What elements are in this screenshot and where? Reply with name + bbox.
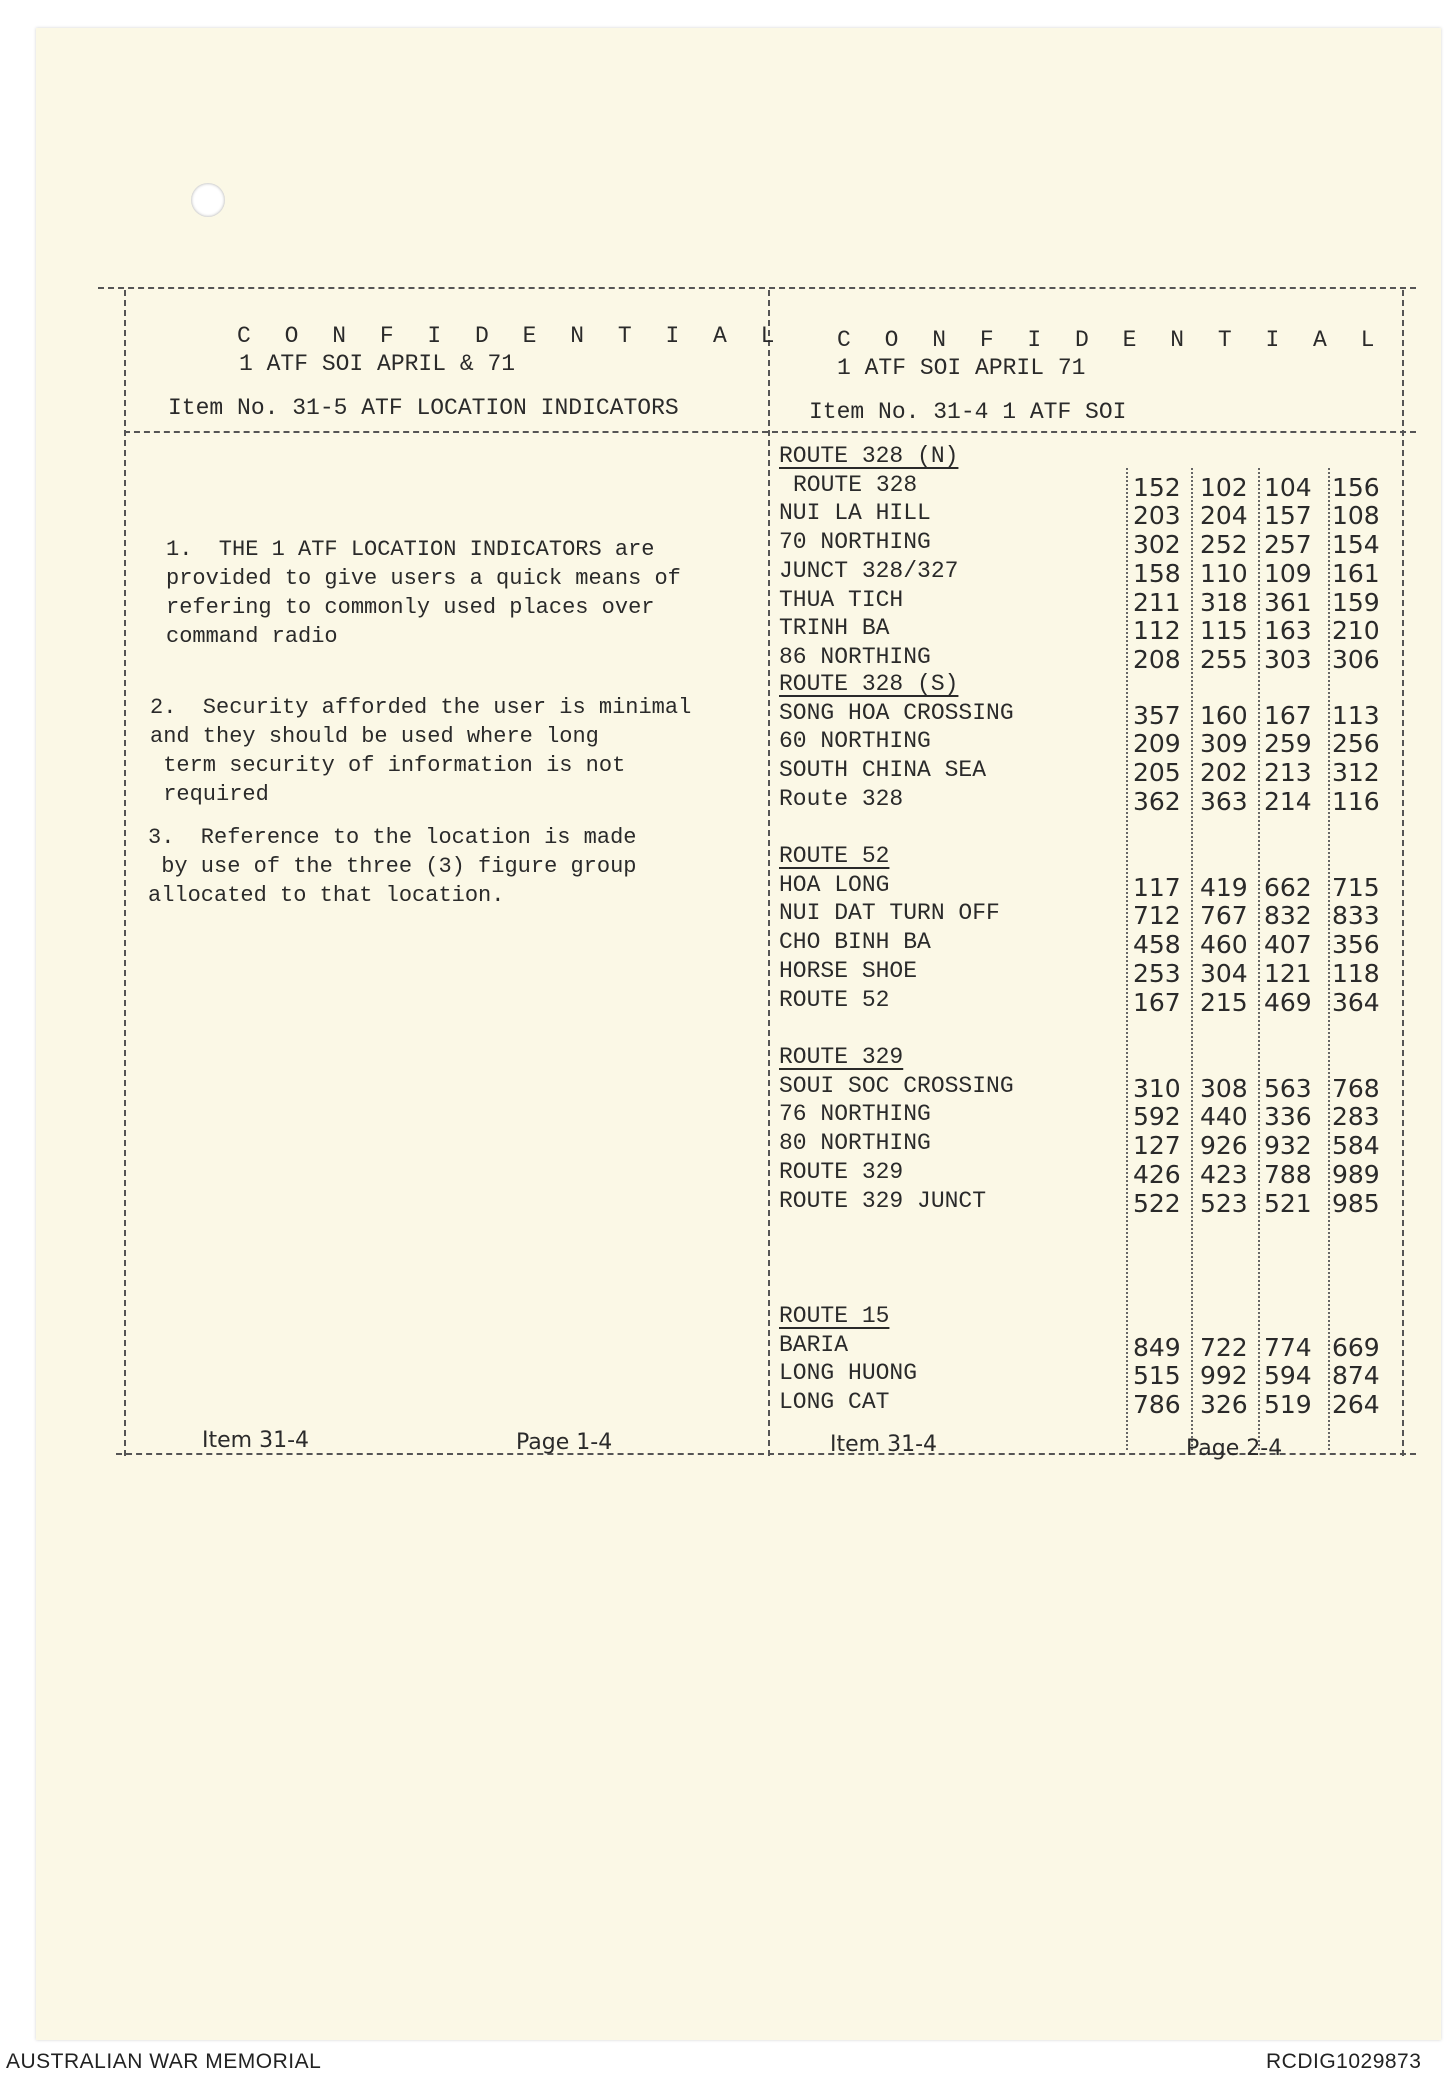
route-section-heading: ROUTE 328 (S) — [779, 671, 959, 697]
location-code: 423 — [1200, 1159, 1248, 1189]
paragraph-1: 1. THE 1 ATF LOCATION INDICATORS are provided to give users a quick means of refering to commonly used places over command radio — [166, 537, 681, 649]
location-code: 336 — [1264, 1102, 1312, 1132]
left-footer-page: Page 1-4 — [516, 1430, 613, 1455]
location-code: 253 — [1133, 958, 1181, 988]
code-column-line — [1191, 468, 1193, 1450]
location-code: 832 — [1264, 901, 1312, 931]
route-section-heading: ROUTE 328 (N) — [779, 443, 959, 469]
location-code: 121 — [1264, 958, 1312, 988]
location-code: 469 — [1264, 987, 1312, 1017]
location-code: 363 — [1200, 786, 1248, 816]
archive-institution: AUSTRALIAN WAR MEMORIAL — [6, 2050, 322, 2073]
location-code: 312 — [1332, 758, 1380, 788]
location-name: HOA LONG — [779, 871, 890, 898]
location-code: 357 — [1133, 700, 1181, 730]
location-code: 989 — [1332, 1159, 1380, 1189]
location-code: 116 — [1332, 786, 1380, 816]
location-code: 205 — [1133, 758, 1181, 788]
location-name: HORSE SHOE — [779, 957, 918, 984]
left-item-title: Item No. 31-5 ATF LOCATION INDICATORS — [168, 395, 679, 421]
location-code: 163 — [1264, 616, 1312, 646]
location-code: 213 — [1264, 758, 1312, 788]
location-code: 715 — [1332, 872, 1380, 902]
location-code: 208 — [1133, 644, 1181, 674]
location-code: 156 — [1332, 472, 1380, 502]
location-code: 211 — [1133, 587, 1181, 617]
location-code: 521 — [1264, 1188, 1312, 1218]
location-code: 440 — [1200, 1102, 1248, 1132]
location-code: 985 — [1332, 1188, 1380, 1218]
location-name: SOUI SOC CROSSING — [779, 1072, 1014, 1099]
location-code: 833 — [1332, 901, 1380, 931]
header-divider-line — [124, 431, 1416, 433]
archive-reference: RCDIG1029873 — [1266, 2050, 1422, 2073]
location-code: 592 — [1133, 1102, 1181, 1132]
location-code: 926 — [1200, 1131, 1248, 1161]
location-code: 932 — [1264, 1131, 1312, 1161]
location-code: 110 — [1200, 558, 1248, 588]
location-code: 255 — [1200, 644, 1248, 674]
location-code: 519 — [1264, 1390, 1312, 1420]
location-code: 308 — [1200, 1073, 1248, 1103]
frame-right-line — [1402, 290, 1404, 1456]
location-code: 158 — [1133, 558, 1181, 588]
left-classification: C O N F I D E N T I A L — [237, 323, 785, 349]
location-code: 361 — [1264, 587, 1312, 617]
location-code: 304 — [1200, 958, 1248, 988]
location-name: LONG CAT — [779, 1389, 890, 1416]
location-name: SONG HOA CROSSING — [779, 699, 1014, 726]
location-code: 419 — [1200, 872, 1248, 902]
location-code: 160 — [1200, 700, 1248, 730]
location-code: 522 — [1133, 1188, 1181, 1218]
right-classification: C O N F I D E N T I A L — [837, 327, 1385, 353]
location-code: 306 — [1332, 644, 1380, 674]
location-code: 264 — [1332, 1390, 1380, 1420]
location-code: 303 — [1264, 644, 1312, 674]
location-name: NUI DAT TURN OFF — [779, 900, 1000, 927]
location-code: 849 — [1133, 1332, 1181, 1362]
frame-left-line — [124, 290, 126, 1456]
right-footer-item: Item 31-4 — [830, 1432, 938, 1457]
location-code: 115 — [1200, 616, 1248, 646]
location-code: 214 — [1264, 786, 1312, 816]
location-code: 523 — [1200, 1188, 1248, 1218]
location-code: 157 — [1264, 501, 1312, 531]
center-divider-line — [768, 290, 770, 1456]
route-section-heading: ROUTE 15 — [779, 1303, 890, 1329]
location-code: 209 — [1133, 729, 1181, 759]
location-code: 786 — [1133, 1390, 1181, 1420]
location-name: 60 NORTHING — [779, 728, 931, 755]
location-code: 774 — [1264, 1332, 1312, 1362]
right-footer-page: Page 2-4 — [1186, 1436, 1283, 1461]
location-code: 127 — [1133, 1131, 1181, 1161]
punch-hole — [191, 183, 225, 217]
location-code: 259 — [1264, 729, 1312, 759]
location-name: 76 NORTHING — [779, 1101, 931, 1128]
location-name: 70 NORTHING — [779, 529, 931, 556]
location-name: ROUTE 329 — [779, 1158, 904, 1185]
location-code: 584 — [1332, 1131, 1380, 1161]
left-footer-item: Item 31-4 — [202, 1428, 310, 1453]
location-code: 256 — [1332, 729, 1380, 759]
location-code: 563 — [1264, 1073, 1312, 1103]
location-code: 118 — [1332, 958, 1380, 988]
location-code: 788 — [1264, 1159, 1312, 1189]
location-name: THUA TICH — [779, 586, 904, 613]
right-item-title: Item No. 31-4 1 ATF SOI — [809, 399, 1127, 425]
location-name: LONG HUONG — [779, 1360, 918, 1387]
location-name: TRINH BA — [779, 615, 890, 642]
paragraph-2: 2. Security afforded the user is minimal and they should be used where long term security of information is not required — [150, 695, 692, 807]
location-code: 104 — [1264, 472, 1312, 502]
location-code: 112 — [1133, 616, 1181, 646]
location-name: ROUTE 52 — [779, 986, 890, 1013]
location-code: 515 — [1133, 1361, 1181, 1391]
location-code: 362 — [1133, 786, 1181, 816]
location-code: 167 — [1264, 700, 1312, 730]
location-code: 768 — [1332, 1073, 1380, 1103]
code-column-line — [1328, 468, 1330, 1450]
location-code: 662 — [1264, 872, 1312, 902]
location-code: 283 — [1332, 1102, 1380, 1132]
location-code: 712 — [1133, 901, 1181, 931]
location-code: 154 — [1332, 530, 1380, 560]
location-name: CHO BINH BA — [779, 929, 931, 956]
location-code: 460 — [1200, 930, 1248, 960]
document-sheet — [36, 28, 1441, 2040]
location-code: 109 — [1264, 558, 1312, 588]
location-code: 458 — [1133, 930, 1181, 960]
location-code: 310 — [1133, 1073, 1181, 1103]
location-name: 86 NORTHING — [779, 643, 931, 670]
location-name: SOUTH CHINA SEA — [779, 757, 987, 784]
location-name: JUNCT 328/327 — [779, 557, 959, 584]
location-name: BARIA — [779, 1331, 849, 1358]
location-code: 309 — [1200, 729, 1248, 759]
location-code: 202 — [1200, 758, 1248, 788]
location-name: NUI LA HILL — [779, 500, 931, 527]
location-code: 874 — [1332, 1361, 1380, 1391]
location-code: 159 — [1332, 587, 1380, 617]
location-code: 326 — [1200, 1390, 1248, 1420]
frame-top-line — [98, 287, 1416, 289]
location-name: Route 328 — [779, 785, 904, 812]
paragraph-3: 3. Reference to the location is made by use of the three (3) figure group allocated to that location. — [148, 825, 637, 908]
code-column-line — [1258, 468, 1260, 1450]
location-code: 722 — [1200, 1332, 1248, 1362]
location-name: ROUTE 329 JUNCT — [779, 1187, 987, 1214]
location-code: 257 — [1264, 530, 1312, 560]
location-code: 302 — [1133, 530, 1181, 560]
location-code: 108 — [1332, 501, 1380, 531]
right-soi-line: 1 ATF SOI APRIL 71 — [837, 355, 1086, 381]
location-name: 80 NORTHING — [779, 1130, 931, 1157]
left-soi-line: 1 ATF SOI APRIL & 71 — [239, 351, 516, 377]
route-section-heading: ROUTE 52 — [779, 843, 890, 869]
location-code: 161 — [1332, 558, 1380, 588]
location-code: 318 — [1200, 587, 1248, 617]
location-code: 252 — [1200, 530, 1248, 560]
location-code: 167 — [1133, 987, 1181, 1017]
location-code: 117 — [1133, 872, 1181, 902]
location-code: 152 — [1133, 472, 1181, 502]
location-code: 356 — [1332, 930, 1380, 960]
location-code: 992 — [1200, 1361, 1248, 1391]
location-code: 102 — [1200, 472, 1248, 502]
location-code: 113 — [1332, 700, 1380, 730]
location-code: 767 — [1200, 901, 1248, 931]
location-code: 204 — [1200, 501, 1248, 531]
location-code: 210 — [1332, 616, 1380, 646]
location-code: 215 — [1200, 987, 1248, 1017]
route-section-heading: ROUTE 329 — [779, 1044, 904, 1070]
location-code: 669 — [1332, 1332, 1380, 1362]
location-code: 203 — [1133, 501, 1181, 531]
location-name: ROUTE 328 — [793, 471, 918, 498]
location-code: 407 — [1264, 930, 1312, 960]
location-code: 426 — [1133, 1159, 1181, 1189]
code-column-line — [1126, 468, 1128, 1450]
location-code: 364 — [1332, 987, 1380, 1017]
location-code: 594 — [1264, 1361, 1312, 1391]
